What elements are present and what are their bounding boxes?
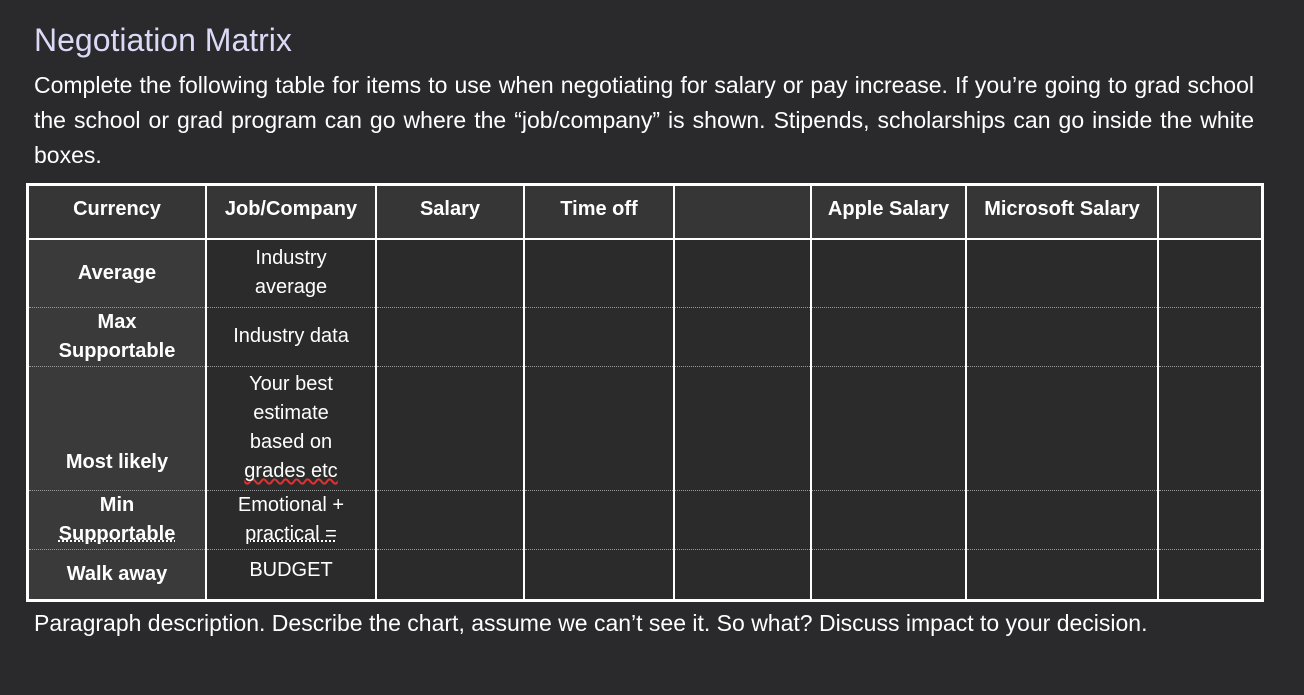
job-cell-min-supportable (206, 490, 376, 549)
input-cell[interactable] (966, 490, 1158, 549)
header-apple-salary: Apple Salary (811, 186, 966, 239)
header-microsoft-salary: Microsoft Salary (966, 186, 1158, 239)
input-cell[interactable] (811, 239, 966, 307)
row-label-min-supportable (29, 490, 206, 549)
row-label-max-supportable (29, 307, 206, 366)
table-row-average (29, 239, 1261, 307)
table-row-most-likely (29, 366, 1261, 490)
job-cell-walk-away (206, 549, 376, 599)
input-cell[interactable] (966, 307, 1158, 366)
header-time-off: Time off (524, 186, 674, 239)
job-line: estimate (253, 402, 329, 424)
job-line: Emotional + (237, 493, 345, 516)
table-row-max-supportable (29, 307, 1261, 366)
input-cell[interactable] (1158, 366, 1261, 490)
job-line: based on (249, 431, 333, 453)
input-cell[interactable] (1158, 549, 1261, 599)
input-cell[interactable] (376, 549, 524, 599)
header-row (29, 186, 1261, 239)
row-label-line: Supportable (58, 522, 176, 545)
instructions-text: Complete the following table for items to use when negotiating for salary or pay increase. If you’re going to grad school the school or grad program can go where the “job/company” is shown. Stipends, scholarships can go inside the white boxes. (34, 72, 1254, 168)
input-cell[interactable] (524, 490, 674, 549)
input-cell[interactable] (524, 366, 674, 490)
job-line: practical = (245, 522, 337, 545)
input-cell[interactable] (376, 490, 524, 549)
input-cell[interactable] (376, 307, 524, 366)
input-cell[interactable] (1158, 239, 1261, 307)
paragraph-prompt: Paragraph description. Describe the chart, assume we can’t see it. So what? Discuss impact to your decision. (34, 610, 1148, 636)
input-cell[interactable] (966, 549, 1158, 599)
input-cell[interactable] (674, 490, 811, 549)
negotiation-matrix-table (26, 183, 1264, 602)
job-line: Industry (255, 247, 327, 270)
header-job-company: Job/Company (206, 186, 376, 239)
job-line: BUDGET (249, 558, 333, 581)
header-blank-2 (1158, 186, 1261, 239)
input-cell[interactable] (674, 549, 811, 599)
input-cell[interactable] (376, 239, 524, 307)
input-cell[interactable] (524, 549, 674, 599)
header-blank-1 (674, 186, 811, 239)
input-cell[interactable] (376, 366, 524, 490)
header-salary: Salary (376, 186, 524, 239)
job-line: grades etc (244, 460, 338, 482)
header-currency: Currency (29, 186, 206, 239)
table-row-min-supportable (29, 490, 1261, 549)
job-cell-most-likely (206, 366, 376, 490)
row-label-line: Max (97, 310, 137, 333)
input-cell[interactable] (811, 307, 966, 366)
row-label-line: Min (99, 493, 135, 516)
input-cell[interactable] (966, 239, 1158, 307)
input-cell[interactable] (966, 366, 1158, 490)
job-line: Industry data (233, 325, 349, 347)
input-cell[interactable] (674, 239, 811, 307)
row-label-walk-away: Walk away (29, 549, 206, 599)
page-title: Negotiation Matrix (34, 22, 292, 58)
table-row-walk-away (29, 549, 1261, 599)
input-cell[interactable] (524, 307, 674, 366)
input-cell[interactable] (674, 366, 811, 490)
row-label-line: Supportable (58, 339, 176, 362)
job-line: Your best (249, 373, 333, 395)
input-cell[interactable] (1158, 307, 1261, 366)
input-cell[interactable] (1158, 490, 1261, 549)
input-cell[interactable] (811, 366, 966, 490)
job-line: average (254, 276, 328, 299)
row-label-average: Average (29, 239, 206, 307)
row-label-most-likely: Most likely (29, 366, 206, 490)
input-cell[interactable] (811, 549, 966, 599)
input-cell[interactable] (811, 490, 966, 549)
job-cell-max-supportable (206, 307, 376, 366)
job-cell-average (206, 239, 376, 307)
input-cell[interactable] (674, 307, 811, 366)
input-cell[interactable] (524, 239, 674, 307)
